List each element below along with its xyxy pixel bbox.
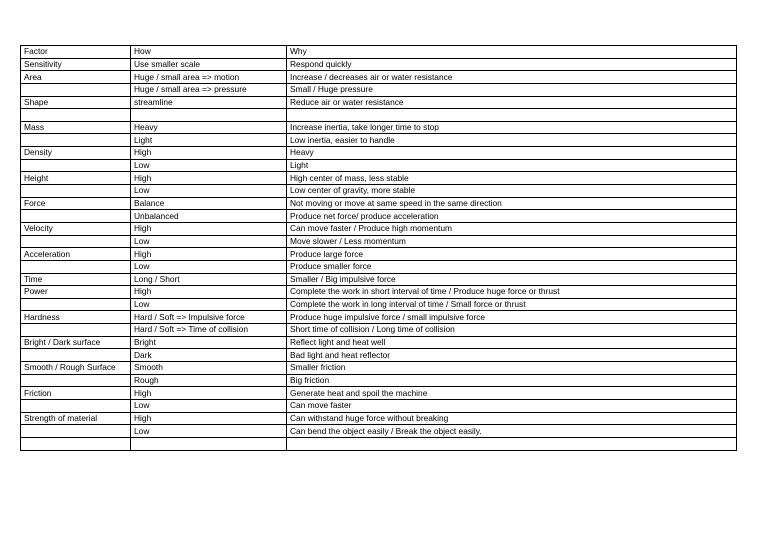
why-cell: Big friction	[287, 374, 737, 387]
how-cell: Heavy	[131, 121, 287, 134]
factor-cell	[21, 134, 131, 147]
factor-cell: Time	[21, 273, 131, 286]
factor-cell	[21, 349, 131, 362]
factor-cell: Acceleration	[21, 248, 131, 261]
how-cell: Hard / Soft => Impulsive force	[131, 311, 287, 324]
why-cell: Complete the work in long interval of time / Small force or thrust	[287, 298, 737, 311]
why-cell: Move slower / Less momentum	[287, 235, 737, 248]
factor-cell	[21, 374, 131, 387]
why-cell: Light	[287, 159, 737, 172]
how-cell: Dark	[131, 349, 287, 362]
how-cell: Bright	[131, 336, 287, 349]
table-row	[21, 437, 737, 450]
table-row	[21, 349, 737, 362]
how-cell: Low	[131, 399, 287, 412]
table-row	[21, 121, 737, 134]
why-cell: Low center of gravity, more stable	[287, 185, 737, 198]
header-why: Why	[287, 46, 737, 59]
table-row	[21, 286, 737, 299]
table-row	[21, 425, 737, 438]
factor-cell: Hardness	[21, 311, 131, 324]
how-cell: Low	[131, 185, 287, 198]
table-row	[21, 298, 737, 311]
factor-table	[20, 45, 737, 451]
factor-cell: Area	[21, 71, 131, 84]
factor-cell	[21, 83, 131, 96]
table-row	[21, 362, 737, 375]
table-row	[21, 311, 737, 324]
table-row	[21, 336, 737, 349]
how-cell: High	[131, 222, 287, 235]
why-cell: Can bend the object easily / Break the object easily.	[287, 425, 737, 438]
why-cell: Increase / decreases air or water resistance	[287, 71, 737, 84]
table-row	[21, 83, 737, 96]
factor-cell	[21, 185, 131, 198]
factor-cell: Shape	[21, 96, 131, 109]
how-cell: Huge / small area => pressure	[131, 83, 287, 96]
table-row	[21, 235, 737, 248]
why-cell: Produce net force/ produce acceleration	[287, 210, 737, 223]
table-row	[21, 197, 737, 210]
table-body	[21, 46, 737, 451]
how-cell: Low	[131, 298, 287, 311]
how-cell: High	[131, 248, 287, 261]
factor-cell	[21, 235, 131, 248]
factor-cell: Sensitivity	[21, 58, 131, 71]
how-cell: High	[131, 147, 287, 160]
factor-cell	[21, 399, 131, 412]
table-row	[21, 260, 737, 273]
how-cell: Unbalanced	[131, 210, 287, 223]
how-cell: Low	[131, 159, 287, 172]
factor-cell: Power	[21, 286, 131, 299]
why-cell: Complete the work in short interval of time / Produce huge force or thrust	[287, 286, 737, 299]
why-cell: Can withstand huge force without breaking	[287, 412, 737, 425]
why-cell	[287, 437, 737, 450]
why-cell: Produce large force	[287, 248, 737, 261]
why-cell: Produce huge impulsive force / small impulsive force	[287, 311, 737, 324]
factor-cell	[21, 109, 131, 122]
factor-cell: Density	[21, 147, 131, 160]
why-cell: Small / Huge pressure	[287, 83, 737, 96]
factor-cell	[21, 425, 131, 438]
factor-cell: Smooth / Rough Surface	[21, 362, 131, 375]
why-cell	[287, 109, 737, 122]
why-cell: Reduce air or water resistance	[287, 96, 737, 109]
factor-cell: Mass	[21, 121, 131, 134]
header-factor: Factor	[21, 46, 131, 59]
why-cell: Respond quickly	[287, 58, 737, 71]
how-cell: High	[131, 387, 287, 400]
how-cell: High	[131, 172, 287, 185]
why-cell: Increase inertia, take longer time to stop	[287, 121, 737, 134]
why-cell: Not moving or move at same speed in the same direction	[287, 197, 737, 210]
why-cell: Can move faster / Produce high momentum	[287, 222, 737, 235]
table-row	[21, 147, 737, 160]
how-cell: Huge / small area => motion	[131, 71, 287, 84]
why-cell: High center of mass, less stable	[287, 172, 737, 185]
how-cell: Light	[131, 134, 287, 147]
how-cell: Long / Short	[131, 273, 287, 286]
table-row	[21, 71, 737, 84]
how-cell: Low	[131, 425, 287, 438]
factor-cell	[21, 324, 131, 337]
how-cell: streamline	[131, 96, 287, 109]
factor-cell	[21, 210, 131, 223]
table-row	[21, 109, 737, 122]
how-cell	[131, 109, 287, 122]
factor-cell: Friction	[21, 387, 131, 400]
how-cell: High	[131, 412, 287, 425]
table-row	[21, 324, 737, 337]
why-cell: Smaller friction	[287, 362, 737, 375]
header-row	[21, 46, 737, 59]
how-cell: Use smaller scale	[131, 58, 287, 71]
table-row	[21, 387, 737, 400]
why-cell: Heavy	[287, 147, 737, 160]
why-cell: Reflect light and heat well	[287, 336, 737, 349]
table-row	[21, 374, 737, 387]
how-cell: Smooth	[131, 362, 287, 375]
table-row	[21, 399, 737, 412]
how-cell: High	[131, 286, 287, 299]
table-row	[21, 172, 737, 185]
how-cell: Low	[131, 235, 287, 248]
factor-cell	[21, 260, 131, 273]
why-cell: Can move faster	[287, 399, 737, 412]
how-cell: Balance	[131, 197, 287, 210]
factor-cell	[21, 159, 131, 172]
factor-cell: Force	[21, 197, 131, 210]
header-how: How	[131, 46, 287, 59]
table-row	[21, 273, 737, 286]
why-cell: Produce smaller force	[287, 260, 737, 273]
factor-cell	[21, 298, 131, 311]
factor-cell	[21, 437, 131, 450]
table-row	[21, 210, 737, 223]
how-cell: Rough	[131, 374, 287, 387]
factor-cell: Velocity	[21, 222, 131, 235]
why-cell: Smaller / Big impulsive force	[287, 273, 737, 286]
factor-cell: Strength of material	[21, 412, 131, 425]
table-row	[21, 96, 737, 109]
table-row	[21, 159, 737, 172]
table-row	[21, 412, 737, 425]
why-cell: Bad light and heat reflector	[287, 349, 737, 362]
table-row	[21, 222, 737, 235]
why-cell: Generate heat and spoil the machine	[287, 387, 737, 400]
how-cell	[131, 437, 287, 450]
table-row	[21, 134, 737, 147]
table-row	[21, 248, 737, 261]
how-cell: Low	[131, 260, 287, 273]
factor-cell: Height	[21, 172, 131, 185]
factor-cell: Bright / Dark surface	[21, 336, 131, 349]
table-row	[21, 185, 737, 198]
why-cell: Low inertia, easier to handle	[287, 134, 737, 147]
how-cell: Hard / Soft => Time of collision	[131, 324, 287, 337]
why-cell: Short time of collision / Long time of collision	[287, 324, 737, 337]
table-row	[21, 58, 737, 71]
